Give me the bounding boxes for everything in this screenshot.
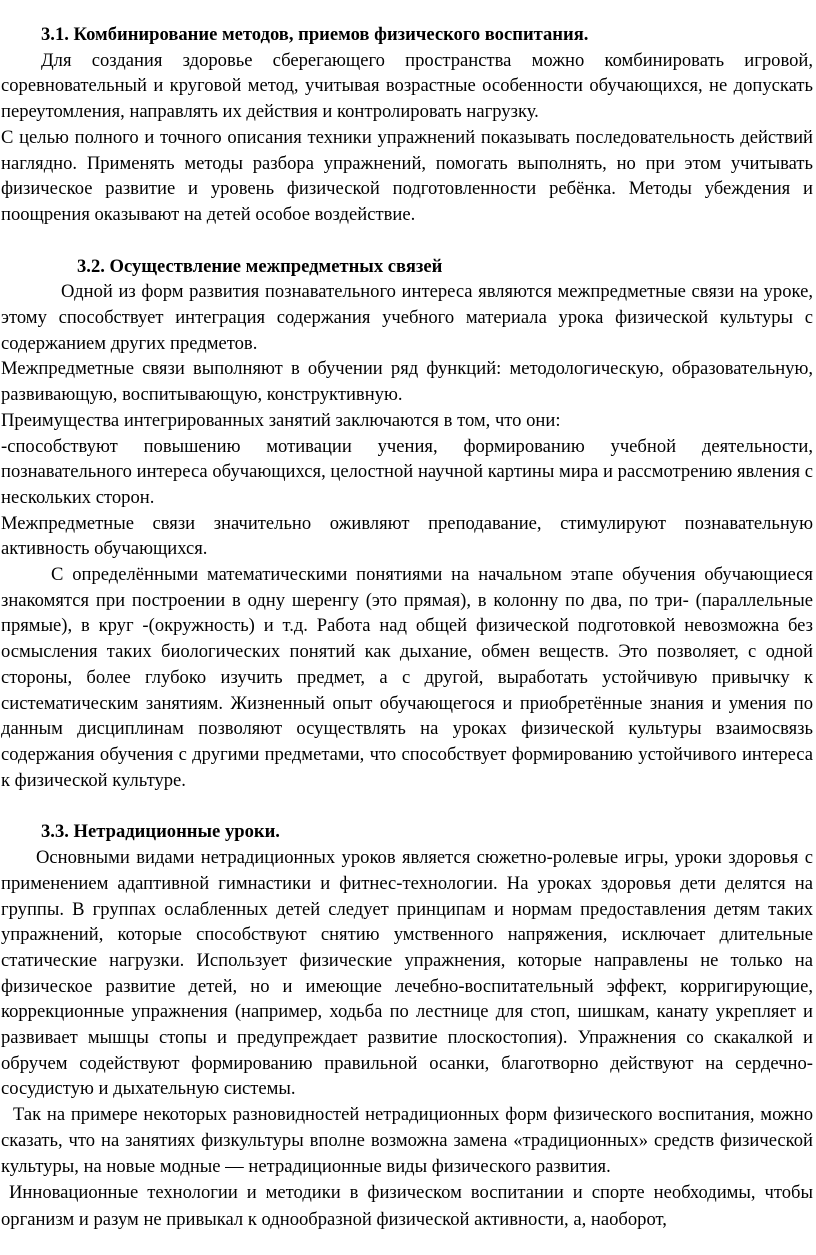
section-heading: 3.3. Нетрадиционные уроки. — [41, 821, 280, 843]
paragraph: Для создания здоровье сберегающего пространства можно комбинировать игровой, соревновательный и круговой метод, учитывая возрастные особенности обучающихся, не допускать переутомления, направлять их действия и контролировать нагрузку. — [1, 49, 813, 123]
paragraph: Так на примере некоторых разновидностей нетрадиционных форм физического воспитания, можно сказать, что на занятиях физкультуры вполне возможна замена «традиционных» средств физической культуры, на новые модные — нетрадиционные виды физического развития. — [1, 1104, 813, 1177]
section-heading: 3.1. Комбинирование методов, приемов физического воспитания. — [41, 24, 589, 45]
section-3-3 — [1, 819, 813, 1233]
section-3-1 — [1, 22, 813, 228]
section-heading: 3.2. Осуществление межпредметных связей — [77, 255, 443, 277]
paragraph: С определёнными математическими понятиями на начальном этапе обучения обучающиеся знакомятся при построении в одну шеренгу (это прямая), в колонну по два, по три- (параллельные прямые), в круг -(окружность) и т.д. Работа над общей физической подготовкой невозможна без осмысления таких биологических понятий как дыхание, обмен веществ. Это позволяет, с одной стороны, более глубоко изучить предмет, а с другой, выработать устойчивую привычку к систематическим занятиям. Жизненный опыт обучающегося и приобретённые знания и умения по данным дисциплинам позволяют осуществлять на уроках физической культуры взаимосвязь содержания обучения с другими предметами, что способствует формированию устойчивого интереса к физической культуре. — [1, 564, 813, 791]
paragraph: Межпредметные связи значительно оживляют преподавание, стимулируют познавательную активность обучающихся. — [1, 512, 813, 560]
paragraph: Преимущества интегрированных занятий заключаются в том, что они: — [1, 409, 561, 431]
section-3-2 — [1, 254, 813, 794]
paragraph: Межпредметные связи выполняют в обучении ряд функций: методологическую, образовательную, развивающую, воспитывающую, конструктивную. — [1, 358, 813, 406]
document-body — [1, 22, 813, 1233]
paragraph: Основными видами нетрадиционных уроков является сюжетно-ролевые игры, уроки здоровья с применением адаптивной гимнастики и фитнес-технологии. На уроках здоровья дети делятся на группы. В группах ослабленных детей следует принципам и нормам предоставления детям таких упражнений, которые способствуют снятию умственного напряжения, исключает длительные статические нагрузки. Использует физические упражнения, которые направлены не только на физическое развитие детей, но и имеющие лечебно-воспитательный эффект, корригирующие, коррекционные упражнения (например, ходьба по лестнице для стоп, шишкам, канату укрепляет и развивает мышцы стопы и предупреждает развитие плоскостопия). Упражнения со скакалкой и обручем содействуют формированию правильной осанки, благотворно действуют на сердечно- сосудистую и дыхательную системы. — [1, 847, 813, 1100]
paragraph: Одной из форм развития познавательного интереса являются межпредметные связи на уроке, этому способствует интеграция содержания учебного материала урока физической культуры с содержанием других предметов. — [1, 281, 813, 354]
paragraph: С целью полного и точного описания техники упражнений показывать последовательность действий наглядно. Применять методы разбора упражнений, помогать выполнять, но при этом учитывать физическое развитие и уровень физической подготовленности ребёнка. Методы убеждения и поощрения оказывают на детей особое воздействие. — [1, 126, 813, 225]
paragraph: Инновационные технологии и методики в физическом воспитании и спорте необходимы, чтобы организм и разум не привыкал к однообразной физической активности, а, наоборот, — [1, 1182, 813, 1231]
paragraph: -способствуют повышению мотивации учения, формированию учебной деятельности, познавательного интереса обучающихся, целостной научной картины мира и рассмотрению явления с нескольких сторон. — [1, 435, 813, 508]
